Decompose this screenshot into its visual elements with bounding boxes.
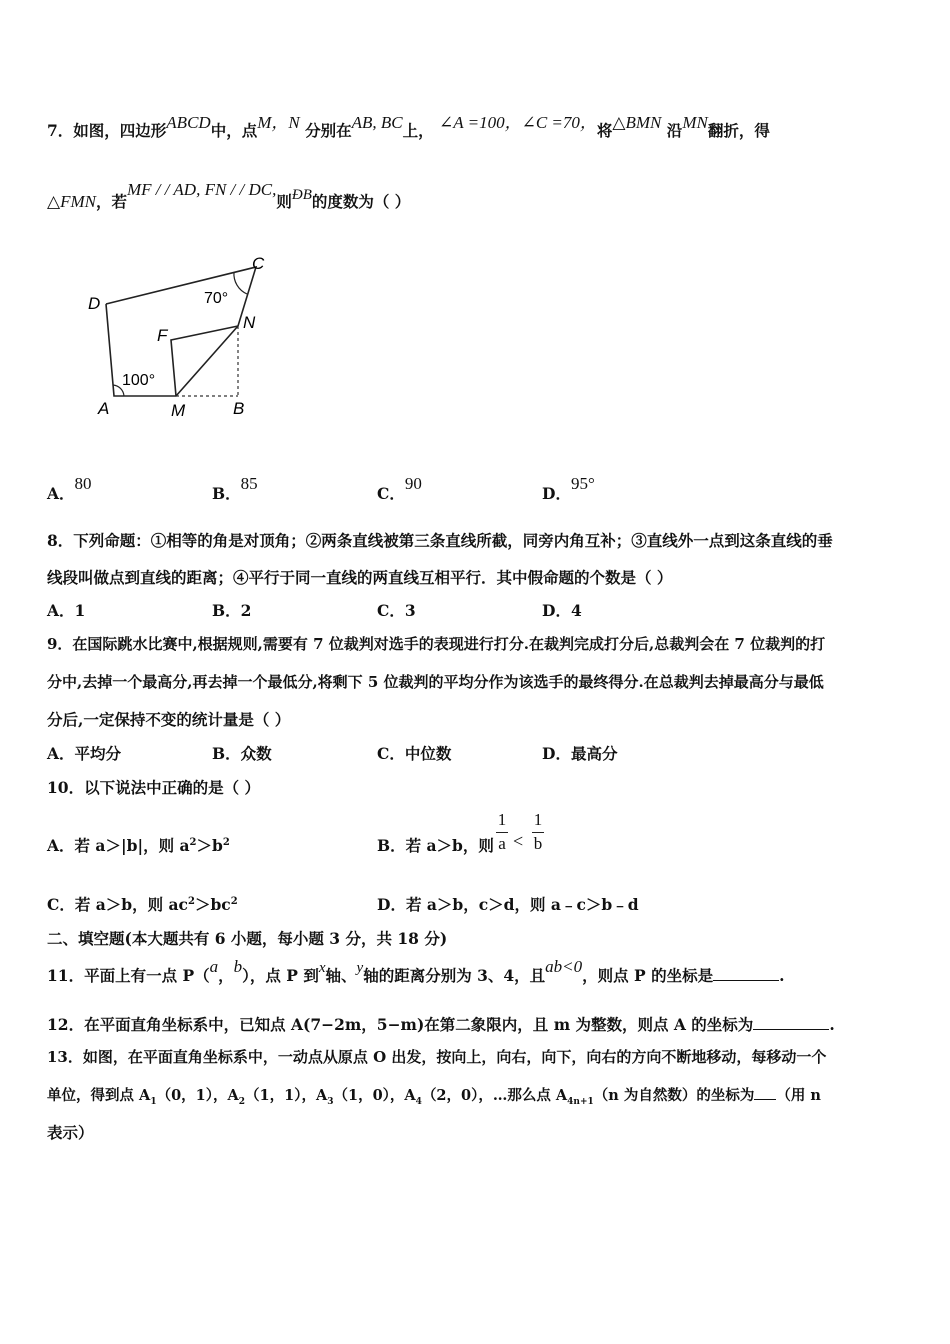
q13-stem-line1: 13．如图，在平面直角坐标系中，一动点从原点 O 出发，按向上，向右，向下，向右的方向不断地移动，每移动一个 bbox=[47, 1048, 827, 1066]
q9-option-a[interactable]: A．平均分 bbox=[47, 744, 122, 763]
q8-option-d[interactable]: D．4 bbox=[542, 601, 582, 620]
q7-option-c[interactable]: C．90 bbox=[377, 474, 422, 503]
q7-figure-label-a: A bbox=[98, 399, 110, 418]
section2-title: 二、填空题(本大题共有 6 小题，每小题 3 分，共 18 分) bbox=[47, 929, 448, 948]
q9-stem-line1: 9．在国际跳水比赛中,根据规则,需要有 7 位裁判对选手的表现进行打分.在裁判完成打分后,总裁判会在 7 位裁判的打 bbox=[47, 635, 826, 653]
q7-option-b[interactable]: B．85 bbox=[212, 474, 258, 503]
q7-figure-label-n: N bbox=[243, 313, 256, 332]
q7-figure-angle-c: 70° bbox=[204, 290, 229, 307]
q10-option-d[interactable]: D．若 a＞b，c＞d，则 a﹣c＞b﹣d bbox=[377, 895, 639, 914]
q11-stem: 11．平面上有一点 P（a，b），点 P 到x轴、y轴的距离分别为 3、4，且ab<0，则点 P 的坐标是 . bbox=[47, 957, 785, 985]
q10-b-num2: 1 bbox=[533, 810, 543, 829]
q10-option-a[interactable]: A．若 a＞|b|，则 $a^2>b^2$ bbox=[47, 836, 230, 855]
q10-b-bar2 bbox=[532, 832, 544, 833]
q10-b-den1: a bbox=[498, 834, 506, 853]
q10-option-b[interactable]: B．若 a＞b，则 bbox=[377, 836, 494, 855]
q9-option-b[interactable]: B．众数 bbox=[212, 744, 272, 763]
q13-stem-line2: 单位，得到点 $A_1(0$，1），$A_2(1$，1），$A_3(1$，0），$A_4(2$，0），…那么点 $A_{4n+1}(n$ 为自然数）的坐标为 （用 n bbox=[47, 1087, 821, 1107]
q7-figure-angle-a: 100° bbox=[122, 372, 156, 389]
q7-option-d[interactable]: D．95° bbox=[542, 474, 595, 503]
q9-option-c[interactable]: C．中位数 bbox=[377, 744, 452, 763]
q12-stem: 12．在平面直角坐标系中，已知点 A(7−2m，5−m)在第二象限内，且 m 为整数，则点 A 的坐标为 . bbox=[47, 1015, 835, 1034]
q8-option-a[interactable]: A．1 bbox=[47, 601, 86, 620]
q7-figure-arc-c bbox=[234, 272, 247, 294]
q10-option-c[interactable]: C．若 a＞b，则 $ac^2>bc^2$ bbox=[47, 895, 238, 914]
q12-answer-blank[interactable] bbox=[753, 1015, 829, 1030]
q8-stem-line2: 线段叫做点到直线的距离；④平行于同一直线的两直线互相平行．其中假命题的个数是（ ） bbox=[47, 568, 673, 587]
q7-stem-line2: △FMN，若MF / / AD, FN / / DC,则ÐB的度数为（ ） bbox=[47, 180, 411, 211]
q13-stem-line3: 表示） bbox=[47, 1123, 94, 1142]
q8-option-c[interactable]: C．3 bbox=[377, 601, 416, 620]
q11-answer-blank[interactable] bbox=[713, 966, 779, 981]
q10-b-num1: 1 bbox=[497, 810, 507, 829]
q7-stem-line1: 7．如图，四边形ABCD中，点M，N 分别在AB, BC上， ∠A =100，∠C =70，将△BMN 沿MN翻折，得 bbox=[47, 113, 770, 140]
q7-option-a[interactable]: A．80 bbox=[47, 474, 92, 503]
q7-figure-label-m: M bbox=[171, 401, 186, 420]
q7-figure-label-f: F bbox=[157, 326, 168, 345]
q10-b-rel: < bbox=[513, 831, 524, 851]
q7-figure-label-b: B bbox=[233, 399, 245, 418]
q10-stem: 10．以下说法中正确的是（ ） bbox=[47, 778, 260, 797]
q9-option-d[interactable]: D．最高分 bbox=[542, 744, 618, 763]
q9-stem-line2: 分中,去掉一个最高分,再去掉一个最低分,将剩下 5 位裁判的平均分作为该选手的最终得分.在总裁判去掉最高分与最低 bbox=[47, 673, 824, 691]
q9-stem-line3: 分后,一定保持不变的统计量是（ ） bbox=[47, 710, 291, 729]
q7-figure bbox=[80, 248, 290, 428]
q8-option-b[interactable]: B．2 bbox=[212, 601, 252, 620]
q10-b-bar1 bbox=[496, 832, 508, 833]
q7-abcd: ABCD bbox=[166, 113, 211, 132]
q8-stem-line1: 8．下列命题：①相等的角是对顶角；②两条直线被第三条直线所截，同旁内角互补；③直线外一点到这条直线的垂 bbox=[47, 531, 833, 550]
q7-figure-label-c: C bbox=[252, 254, 265, 273]
q10-b-den2: b bbox=[533, 834, 543, 853]
q7-figure-label-d: D bbox=[88, 294, 101, 313]
q13-answer-blank[interactable] bbox=[754, 1085, 776, 1100]
